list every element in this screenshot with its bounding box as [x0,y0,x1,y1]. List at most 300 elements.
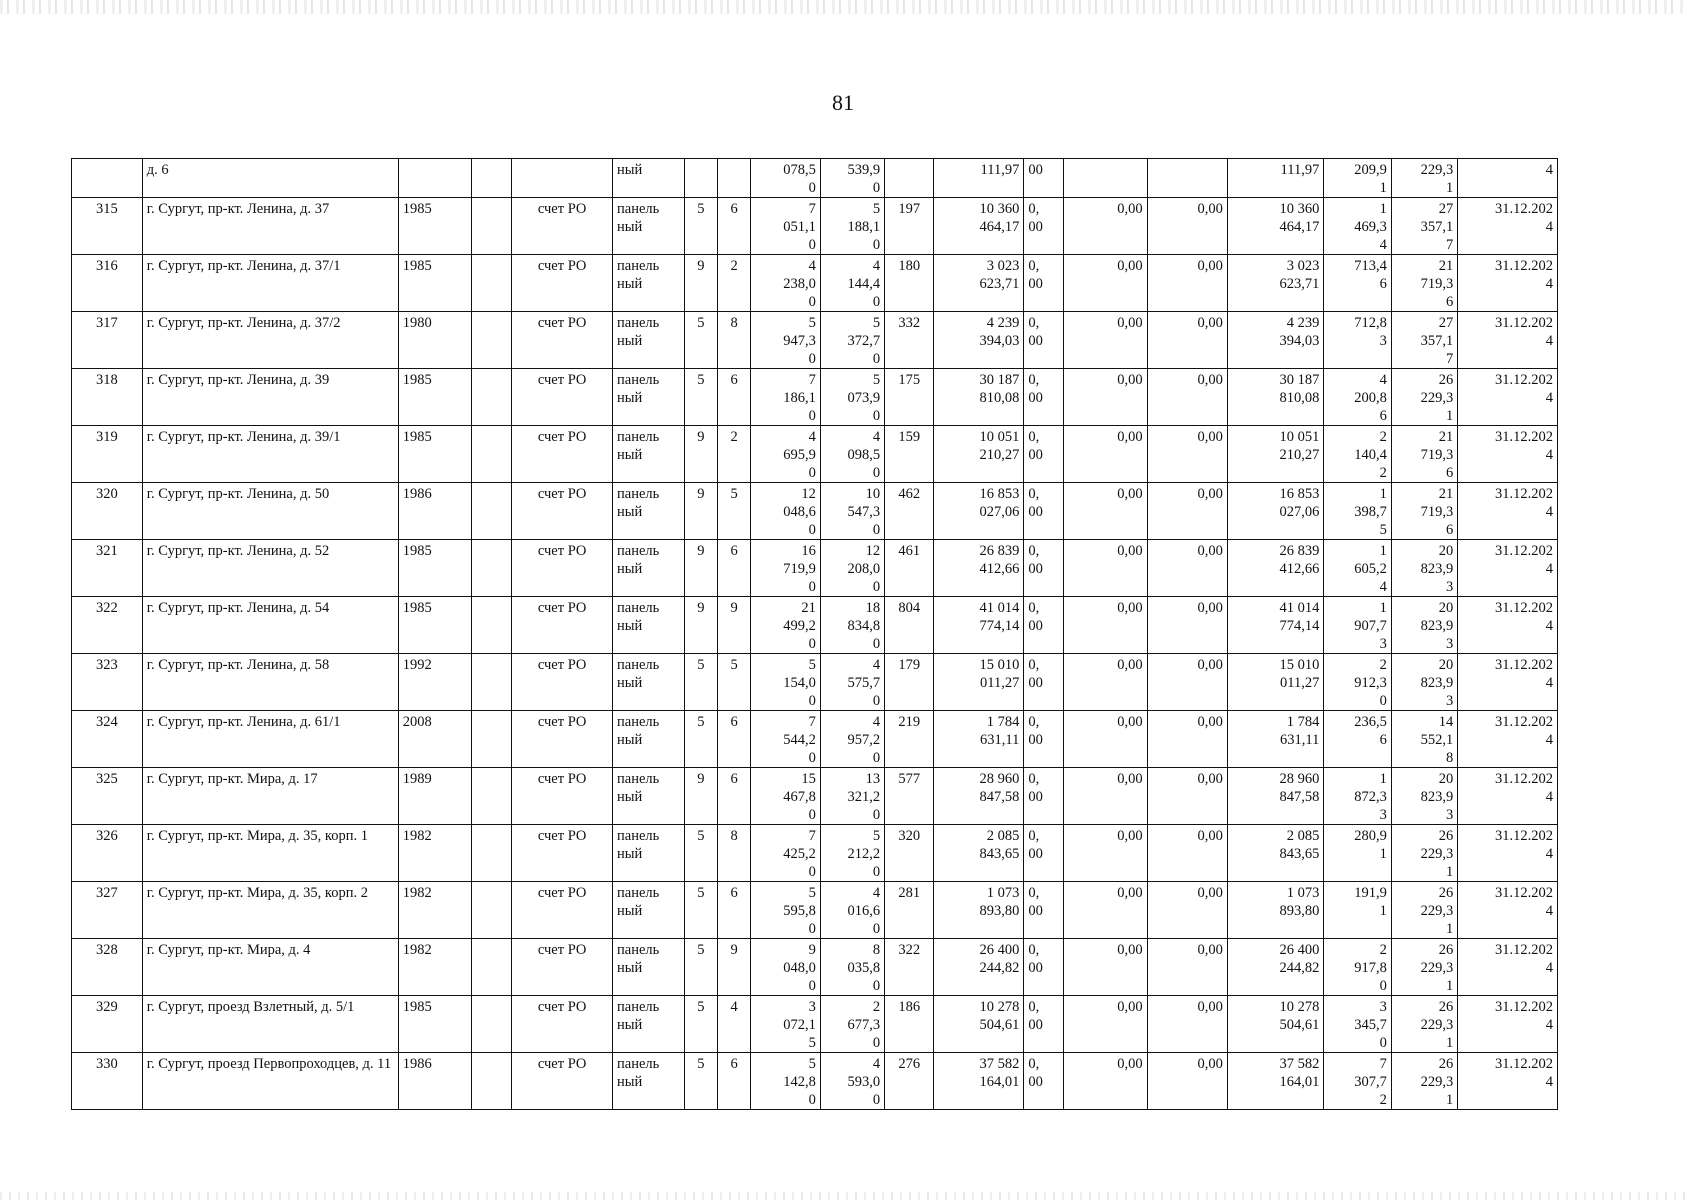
cell-fund-cost: 4 239 394,03 [1227,312,1323,369]
cell-cost-share-3: 0,00 [1147,1053,1227,1110]
table-body [72,159,1558,1110]
cell-total-area: 15 467,8 0 [751,768,821,825]
cell-address: г. Сургут, пр-кт. Ленина, д. 58 [142,654,398,711]
cell-living-area: 12 208,0 0 [820,540,884,597]
cell-entrances: 9 [717,939,750,996]
cell-year: 1985 [398,540,471,597]
cell-completion-date: 31.12.202 4 [1458,711,1558,768]
cell-unit-cost: 7 307,7 2 [1324,1053,1391,1110]
cell-total-area: 7 051,1 0 [751,198,821,255]
cell-unit-cost: 2 912,3 0 [1324,654,1391,711]
cell-unit-cost-limit: 20 823,9 3 [1391,768,1457,825]
table-row [72,198,1558,255]
cell-completion-date: 4 [1458,159,1558,198]
cell-fund: счет РО [512,198,613,255]
cell-floors: 5 [684,312,717,369]
cell-fund: счет РО [512,540,613,597]
cell-floors: 5 [684,711,717,768]
cell-floors: 9 [684,255,717,312]
cell-completion-date: 31.12.202 4 [1458,483,1558,540]
cell-total-area: 3 072,1 5 [751,996,821,1053]
cell-cost-share-1: 0, 00 [1024,711,1064,768]
cell-entrances: 9 [717,597,750,654]
cell-floors: 9 [684,768,717,825]
cell-year: 1982 [398,825,471,882]
cell-unit-cost: 280,9 1 [1324,825,1391,882]
cell-cost-share-2: 0,00 [1064,198,1148,255]
cell-cost-share-1: 0, 00 [1024,255,1064,312]
cell-address: г. Сургут, проезд Взлетный, д. 5/1 [142,996,398,1053]
cell-entrances: 8 [717,825,750,882]
table-row [72,597,1558,654]
cell-living-area: 2 677,3 0 [820,996,884,1053]
cell-year: 1985 [398,198,471,255]
cell-address: г. Сургут, пр-кт. Ленина, д. 50 [142,483,398,540]
cell-cost-share-1: 0, 00 [1024,939,1064,996]
cell-living-area: 5 372,7 0 [820,312,884,369]
cell-fund-cost: 1 073 893,80 [1227,882,1323,939]
cell-cost-share-2: 0,00 [1064,255,1148,312]
cell-fund: счет РО [512,711,613,768]
cell-total-area: 7 425,2 0 [751,825,821,882]
cell-year: 1980 [398,312,471,369]
table-row [72,825,1558,882]
cell-year [398,159,471,198]
cell-unit-cost-limit: 20 823,9 3 [1391,654,1457,711]
cell-cost-share-1: 0, 00 [1024,654,1064,711]
table-row [72,312,1558,369]
cell-cost-share-2: 0,00 [1064,483,1148,540]
cell-residents: 322 [885,939,934,996]
cell-fund-cost: 2 085 843,65 [1227,825,1323,882]
cell-row-number: 318 [72,369,143,426]
cell-unit-cost-limit: 26 229,3 1 [1391,369,1457,426]
cell-row-number: 330 [72,1053,143,1110]
cell-unit-cost: 236,5 6 [1324,711,1391,768]
cell-total-area: 5 595,8 0 [751,882,821,939]
cell-entrances: 6 [717,1053,750,1110]
cell-year: 1986 [398,483,471,540]
cell-total-cost: 16 853 027,06 [934,483,1024,540]
cell-fund-cost: 26 839 412,66 [1227,540,1323,597]
cell-unit-cost: 1 907,7 3 [1324,597,1391,654]
cell-floors [684,159,717,198]
cell-unit-cost: 1 605,2 4 [1324,540,1391,597]
cell-cost-share-3: 0,00 [1147,426,1227,483]
cell-entrances: 8 [717,312,750,369]
cell-entrances: 6 [717,369,750,426]
cell-unit-cost: 713,4 6 [1324,255,1391,312]
cell-residents: 462 [885,483,934,540]
scan-edge-top [0,0,1686,14]
cell-living-area: 5 073,9 0 [820,369,884,426]
cell-unit-cost-limit: 20 823,9 3 [1391,540,1457,597]
cell-floors: 5 [684,198,717,255]
cell-floors: 9 [684,597,717,654]
cell-unit-cost: 191,9 1 [1324,882,1391,939]
cell-row-number: 316 [72,255,143,312]
scan-edge-bottom [0,1192,1686,1200]
cell-total-cost: 1 073 893,80 [934,882,1024,939]
cell-residents: 320 [885,825,934,882]
cell-cost-share-3: 0,00 [1147,198,1227,255]
cell-address: г. Сургут, пр-кт. Ленина, д. 37/1 [142,255,398,312]
cell-living-area: 4 593,0 0 [820,1053,884,1110]
cell-total-cost: 3 023 623,71 [934,255,1024,312]
cell-fund-cost: 10 278 504,61 [1227,996,1323,1053]
cell-cost-share-2: 0,00 [1064,597,1148,654]
cell-empty [471,198,512,255]
cell-completion-date: 31.12.202 4 [1458,768,1558,825]
cell-floors: 5 [684,939,717,996]
cell-fund: счет РО [512,1053,613,1110]
cell-unit-cost: 1 872,3 3 [1324,768,1391,825]
cell-cost-share-2: 0,00 [1064,1053,1148,1110]
cell-empty [471,369,512,426]
cell-floors: 5 [684,654,717,711]
cell-cost-share-3: 0,00 [1147,540,1227,597]
cell-empty [471,711,512,768]
cell-residents: 804 [885,597,934,654]
cell-floors: 5 [684,996,717,1053]
cell-unit-cost: 3 345,7 0 [1324,996,1391,1053]
cell-year: 1982 [398,939,471,996]
cell-cost-share-2: 0,00 [1064,996,1148,1053]
cell-completion-date: 31.12.202 4 [1458,312,1558,369]
cell-address: д. 6 [142,159,398,198]
cell-fund-cost: 30 187 810,08 [1227,369,1323,426]
cell-wall-material: панель ный [613,654,685,711]
cell-residents [885,159,934,198]
cell-fund-cost: 16 853 027,06 [1227,483,1323,540]
cell-completion-date: 31.12.202 4 [1458,1053,1558,1110]
cell-cost-share-2: 0,00 [1064,825,1148,882]
cell-wall-material: панель ный [613,882,685,939]
cell-living-area: 5 188,1 0 [820,198,884,255]
cell-total-cost: 10 051 210,27 [934,426,1024,483]
cell-wall-material: панель ный [613,312,685,369]
cell-row-number: 327 [72,882,143,939]
cell-address: г. Сургут, проезд Первопроходцев, д. 11 [142,1053,398,1110]
cell-row-number: 321 [72,540,143,597]
cell-unit-cost-limit: 229,3 1 [1391,159,1457,198]
cell-year: 1982 [398,882,471,939]
cell-row-number: 329 [72,996,143,1053]
cell-entrances [717,159,750,198]
cell-row-number: 325 [72,768,143,825]
cell-year: 1986 [398,1053,471,1110]
cell-fund: счет РО [512,825,613,882]
cell-entrances: 6 [717,882,750,939]
cell-residents: 179 [885,654,934,711]
cell-cost-share-1: 0, 00 [1024,426,1064,483]
cell-cost-share-1: 0, 00 [1024,825,1064,882]
cell-fund: счет РО [512,483,613,540]
cell-wall-material: панель ный [613,597,685,654]
cell-floors: 5 [684,369,717,426]
cell-wall-material: панель ный [613,711,685,768]
cell-wall-material: панель ный [613,198,685,255]
cell-cost-share-3: 0,00 [1147,768,1227,825]
table-row [72,939,1558,996]
cell-cost-share-2: 0,00 [1064,312,1148,369]
cell-residents: 175 [885,369,934,426]
cell-wall-material: панель ный [613,1053,685,1110]
cell-total-cost: 37 582 164,01 [934,1053,1024,1110]
cell-completion-date: 31.12.202 4 [1458,882,1558,939]
cell-entrances: 6 [717,711,750,768]
cell-cost-share-2: 0,00 [1064,426,1148,483]
cell-row-number: 324 [72,711,143,768]
cell-residents: 197 [885,198,934,255]
cell-cost-share-3: 0,00 [1147,597,1227,654]
cell-address: г. Сургут, пр-кт. Ленина, д. 37/2 [142,312,398,369]
cell-address: г. Сургут, пр-кт. Мира, д. 17 [142,768,398,825]
cell-total-cost: 41 014 774,14 [934,597,1024,654]
cell-living-area: 18 834,8 0 [820,597,884,654]
cell-wall-material: панель ный [613,369,685,426]
cell-fund: счет РО [512,597,613,654]
table-row [72,540,1558,597]
cell-total-area: 5 154,0 0 [751,654,821,711]
cell-total-area: 9 048,0 0 [751,939,821,996]
cell-unit-cost-limit: 26 229,3 1 [1391,939,1457,996]
page-number: 81 [832,90,854,115]
cell-total-area: 21 499,2 0 [751,597,821,654]
cell-residents: 186 [885,996,934,1053]
cell-living-area: 539,9 0 [820,159,884,198]
cell-residents: 180 [885,255,934,312]
cell-completion-date: 31.12.202 4 [1458,255,1558,312]
cell-total-area: 4 238,0 0 [751,255,821,312]
cell-entrances: 5 [717,483,750,540]
cell-total-cost: 30 187 810,08 [934,369,1024,426]
cell-empty [471,1053,512,1110]
cell-total-cost: 28 960 847,58 [934,768,1024,825]
table-row [72,882,1558,939]
cell-completion-date: 31.12.202 4 [1458,996,1558,1053]
cell-empty [471,255,512,312]
cell-year: 1985 [398,426,471,483]
cell-unit-cost-limit: 14 552,1 8 [1391,711,1457,768]
table-row [72,654,1558,711]
cell-cost-share-1: 00 [1024,159,1064,198]
cell-address: г. Сургут, пр-кт. Ленина, д. 37 [142,198,398,255]
cell-unit-cost-limit: 21 719,3 6 [1391,426,1457,483]
cell-address: г. Сургут, пр-кт. Ленина, д. 52 [142,540,398,597]
cell-fund: счет РО [512,255,613,312]
cell-completion-date: 31.12.202 4 [1458,825,1558,882]
table-row [72,483,1558,540]
cell-residents: 281 [885,882,934,939]
cell-cost-share-1: 0, 00 [1024,312,1064,369]
cell-empty [471,597,512,654]
cell-cost-share-1: 0, 00 [1024,483,1064,540]
table-row [72,255,1558,312]
cell-row-number: 315 [72,198,143,255]
cell-living-area: 4 144,4 0 [820,255,884,312]
cell-entrances: 4 [717,996,750,1053]
cell-total-cost: 15 010 011,27 [934,654,1024,711]
cell-address: г. Сургут, пр-кт. Ленина, д. 61/1 [142,711,398,768]
cell-completion-date: 31.12.202 4 [1458,198,1558,255]
cell-empty [471,426,512,483]
cell-address: г. Сургут, пр-кт. Ленина, д. 39 [142,369,398,426]
cell-cost-share-2 [1064,159,1148,198]
cell-empty [471,540,512,597]
cell-total-area: 5 142,8 0 [751,1053,821,1110]
cell-residents: 577 [885,768,934,825]
cell-cost-share-1: 0, 00 [1024,540,1064,597]
cell-entrances: 2 [717,426,750,483]
cell-entrances: 6 [717,540,750,597]
cell-unit-cost: 209,9 1 [1324,159,1391,198]
cell-empty [471,939,512,996]
cell-total-area: 12 048,6 0 [751,483,821,540]
cell-total-cost: 4 239 394,03 [934,312,1024,369]
cell-completion-date: 31.12.202 4 [1458,597,1558,654]
cell-row-number: 319 [72,426,143,483]
cell-address: г. Сургут, пр-кт. Мира, д. 35, корп. 2 [142,882,398,939]
cell-total-area: 078,5 0 [751,159,821,198]
cell-wall-material: панель ный [613,939,685,996]
cell-living-area: 4 957,2 0 [820,711,884,768]
cell-total-area: 4 695,9 0 [751,426,821,483]
cell-living-area: 4 016,6 0 [820,882,884,939]
cell-floors: 5 [684,825,717,882]
cell-cost-share-3: 0,00 [1147,996,1227,1053]
cell-year: 1985 [398,255,471,312]
cell-total-area: 7 544,2 0 [751,711,821,768]
cell-unit-cost: 1 469,3 4 [1324,198,1391,255]
cell-wall-material: панель ный [613,540,685,597]
cell-unit-cost: 2 917,8 0 [1324,939,1391,996]
cell-empty [471,768,512,825]
cell-total-area: 16 719,9 0 [751,540,821,597]
cell-cost-share-2: 0,00 [1064,768,1148,825]
cell-fund-cost: 26 400 244,82 [1227,939,1323,996]
cell-fund-cost: 41 014 774,14 [1227,597,1323,654]
cell-fund-cost: 3 023 623,71 [1227,255,1323,312]
cell-fund-cost: 15 010 011,27 [1227,654,1323,711]
cell-row-number: 320 [72,483,143,540]
cell-address: г. Сургут, пр-кт. Ленина, д. 54 [142,597,398,654]
cell-unit-cost: 4 200,8 6 [1324,369,1391,426]
cell-fund-cost: 28 960 847,58 [1227,768,1323,825]
cell-row-number: 328 [72,939,143,996]
cell-entrances: 5 [717,654,750,711]
cell-cost-share-3: 0,00 [1147,654,1227,711]
cell-cost-share-2: 0,00 [1064,540,1148,597]
cell-living-area: 4 575,7 0 [820,654,884,711]
cell-completion-date: 31.12.202 4 [1458,654,1558,711]
table-row [72,426,1558,483]
cell-year: 1985 [398,597,471,654]
cell-cost-share-2: 0,00 [1064,711,1148,768]
cell-wall-material: панель ный [613,426,685,483]
cell-cost-share-1: 0, 00 [1024,597,1064,654]
cell-living-area: 5 212,2 0 [820,825,884,882]
cell-fund: счет РО [512,768,613,825]
cell-cost-share-2: 0,00 [1064,939,1148,996]
cell-cost-share-1: 0, 00 [1024,198,1064,255]
cell-cost-share-3: 0,00 [1147,483,1227,540]
cell-floors: 9 [684,540,717,597]
cell-empty [471,312,512,369]
cell-fund-cost: 111,97 [1227,159,1323,198]
table-row [72,996,1558,1053]
cell-row-number: 322 [72,597,143,654]
cell-address: г. Сургут, пр-кт. Мира, д. 35, корп. 1 [142,825,398,882]
cell-floors: 9 [684,426,717,483]
cell-total-cost: 111,97 [934,159,1024,198]
cell-fund: счет РО [512,369,613,426]
cell-cost-share-3: 0,00 [1147,825,1227,882]
cell-residents: 159 [885,426,934,483]
table-row [72,711,1558,768]
cell-entrances: 6 [717,198,750,255]
cell-fund-cost: 10 360 464,17 [1227,198,1323,255]
cell-wall-material: панель ный [613,996,685,1053]
cell-total-cost: 26 400 244,82 [934,939,1024,996]
cell-cost-share-1: 0, 00 [1024,1053,1064,1110]
cell-cost-share-3: 0,00 [1147,882,1227,939]
cell-total-area: 5 947,3 0 [751,312,821,369]
cell-year: 1985 [398,996,471,1053]
cell-total-cost: 2 085 843,65 [934,825,1024,882]
cell-cost-share-1: 0, 00 [1024,882,1064,939]
cell-floors: 5 [684,882,717,939]
cell-year: 1989 [398,768,471,825]
cell-row-number: 326 [72,825,143,882]
cell-fund-cost: 37 582 164,01 [1227,1053,1323,1110]
cell-completion-date: 31.12.202 4 [1458,426,1558,483]
cell-cost-share-1: 0, 00 [1024,996,1064,1053]
cell-living-area: 4 098,5 0 [820,426,884,483]
cell-row-number: 323 [72,654,143,711]
cell-wall-material: панель ный [613,825,685,882]
cell-residents: 332 [885,312,934,369]
cell-floors: 5 [684,1053,717,1110]
cell-year: 1992 [398,654,471,711]
cell-year: 1985 [398,369,471,426]
cell-completion-date: 31.12.202 4 [1458,939,1558,996]
cell-total-cost: 10 360 464,17 [934,198,1024,255]
cell-unit-cost: 1 398,7 5 [1324,483,1391,540]
cell-unit-cost-limit: 21 719,3 6 [1391,483,1457,540]
cell-unit-cost-limit: 27 357,1 7 [1391,198,1457,255]
table-row [72,369,1558,426]
table-row [72,1053,1558,1110]
cell-fund-cost: 1 784 631,11 [1227,711,1323,768]
cell-wall-material: панель ный [613,483,685,540]
cell-cost-share-1: 0, 00 [1024,369,1064,426]
cell-unit-cost-limit: 20 823,9 3 [1391,597,1457,654]
cell-floors: 9 [684,483,717,540]
cell-unit-cost-limit: 21 719,3 6 [1391,255,1457,312]
cell-cost-share-3: 0,00 [1147,255,1227,312]
cell-fund: счет РО [512,882,613,939]
cell-fund-cost: 10 051 210,27 [1227,426,1323,483]
cell-completion-date: 31.12.202 4 [1458,540,1558,597]
cell-residents: 219 [885,711,934,768]
cell-cost-share-2: 0,00 [1064,882,1148,939]
table-row [72,768,1558,825]
cell-entrances: 6 [717,768,750,825]
cell-cost-share-3: 0,00 [1147,939,1227,996]
cell-cost-share-3: 0,00 [1147,711,1227,768]
cell-unit-cost-limit: 26 229,3 1 [1391,996,1457,1053]
